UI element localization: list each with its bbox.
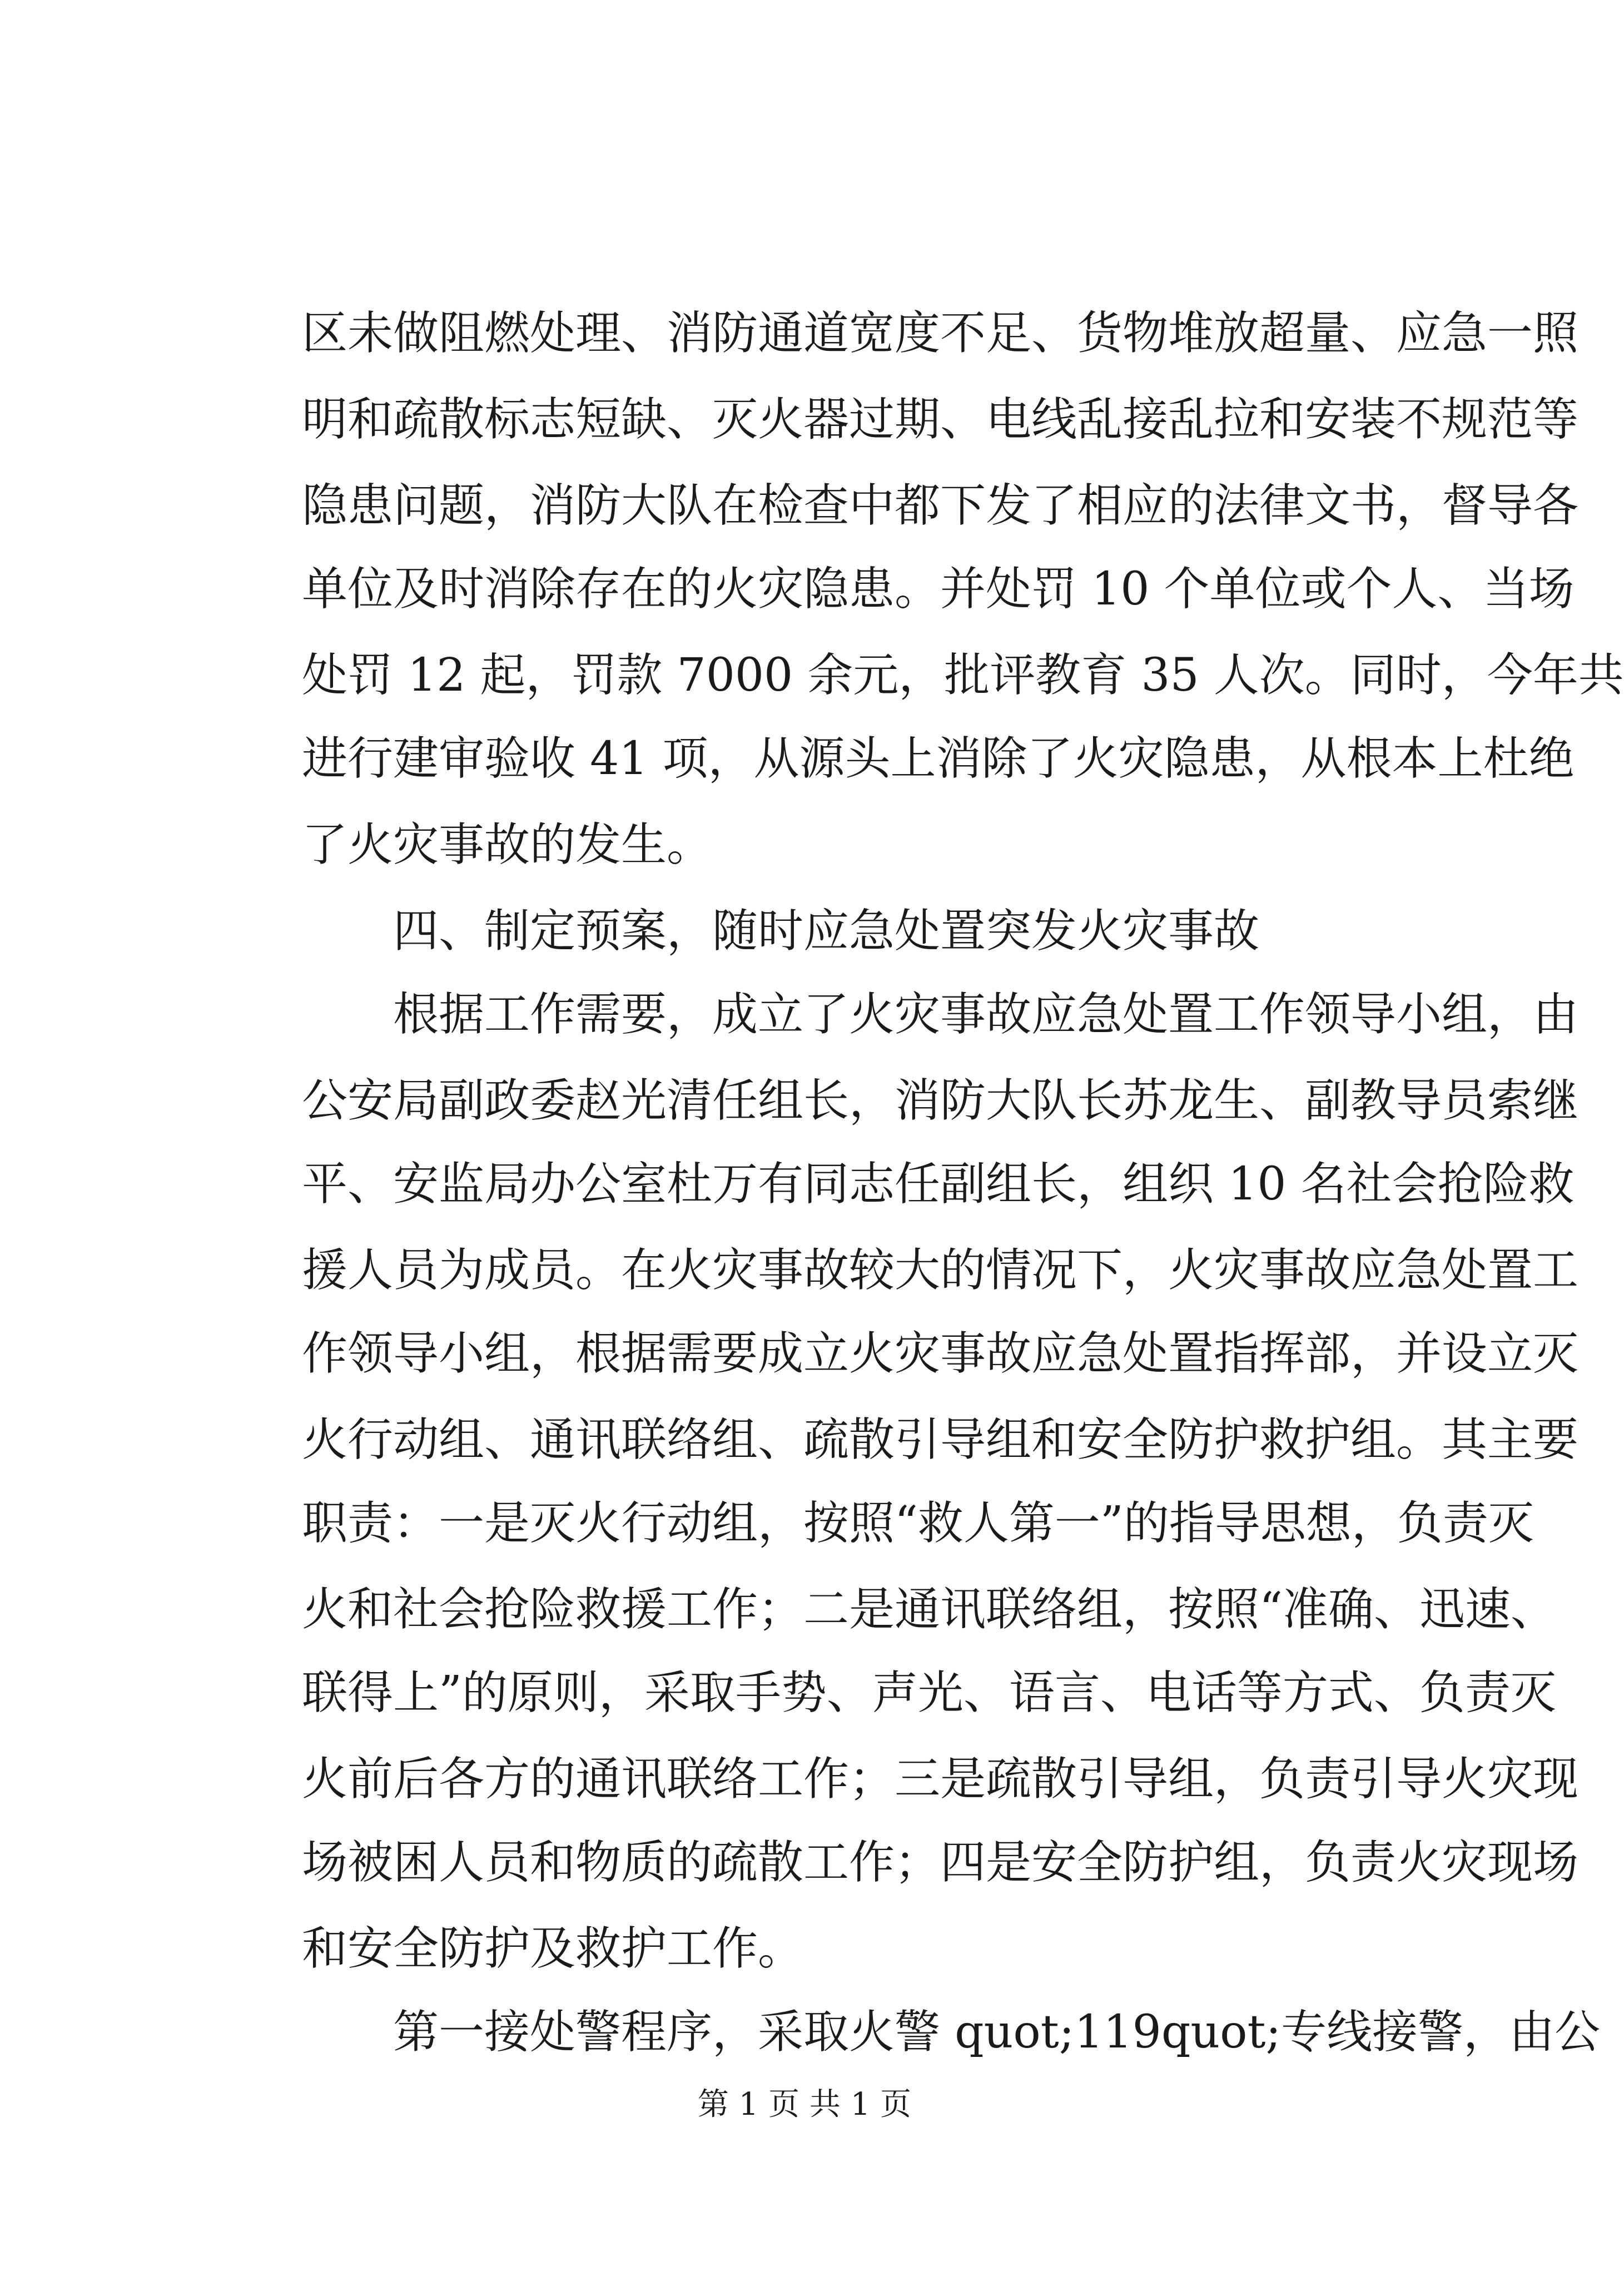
text-line-9: 根据工作需要，成立了火灾事故应急处置工作领导小组，由 [302, 988, 1579, 1041]
text-line-10: 公安局副政委赵光清任组长，消防大队长苏龙生、副教导员索继 [302, 1074, 1579, 1127]
text-line-19: 场被困人员和物质的疏散工作；四是安全防护组，负责火灾现场 [302, 1836, 1579, 1889]
text-line-18: 火前后各方的通讯联络工作；三是疏散引导组，负责引导火灾现 [302, 1753, 1579, 1806]
text-line-12: 援人员为成员。在火灾事故较大的情况下，火灾事故应急处置工 [302, 1244, 1579, 1297]
text-line-4: 单位及时消除存在的火灾隐患。并处罚 10 个单位或个人、当场 [302, 563, 1575, 616]
text-line-2: 明和疏散标志短缺、灭火器过期、电线乱接乱拉和安装不规范等 [302, 393, 1579, 446]
text-line-7: 了火灾事故的发生。 [302, 819, 713, 871]
text-line-14: 火行动组、通讯联络组、疏散引导组和安全防护救护组。其主要 [302, 1414, 1579, 1466]
text-line-21: 第一接处警程序，采取火警 quot;119quot;专线接警，由公 [302, 2006, 1601, 2059]
text-line-5: 处罚 12 起，罚款 7000 余元，批评教育 35 人次。同时，今年共 [302, 649, 1624, 702]
text-line-15: 职责：一是灭火行动组，按照“救人第一”的指导思想，负责灭 [302, 1497, 1534, 1550]
text-line-16: 火和社会抢险救援工作；二是通讯联络组，按照“准确、迅速、 [302, 1583, 1556, 1636]
text-line-20: 和安全防护及救护工作。 [302, 1922, 804, 1975]
text-line-3: 隐患问题，消防大队在检查中都下发了相应的法律文书，督导各 [302, 479, 1579, 532]
section-heading: 四、制定预案，随时应急处置突发火灾事故 [302, 905, 1260, 958]
text-line-17: 联得上”的原则，采取手势、声光、语言、电话等方式、负责灭 [302, 1667, 1556, 1719]
page-footer: 第 1 页 共 1 页 [697, 2086, 912, 2123]
text-line-13: 作领导小组，根据需要成立火灾事故应急处置指挥部，并设立灭 [302, 1327, 1579, 1380]
text-line-1: 区未做阻燃处理、消防通道宽度不足、货物堆放超量、应急一照 [302, 307, 1579, 360]
text-line-11: 平、安监局办公室杜万有同志任副组长，组织 10 名社会抢险救 [302, 1158, 1575, 1211]
text-line-6: 进行建审验收 41 项，从源头上消除了火灾隐患，从根本上杜绝 [302, 732, 1575, 785]
